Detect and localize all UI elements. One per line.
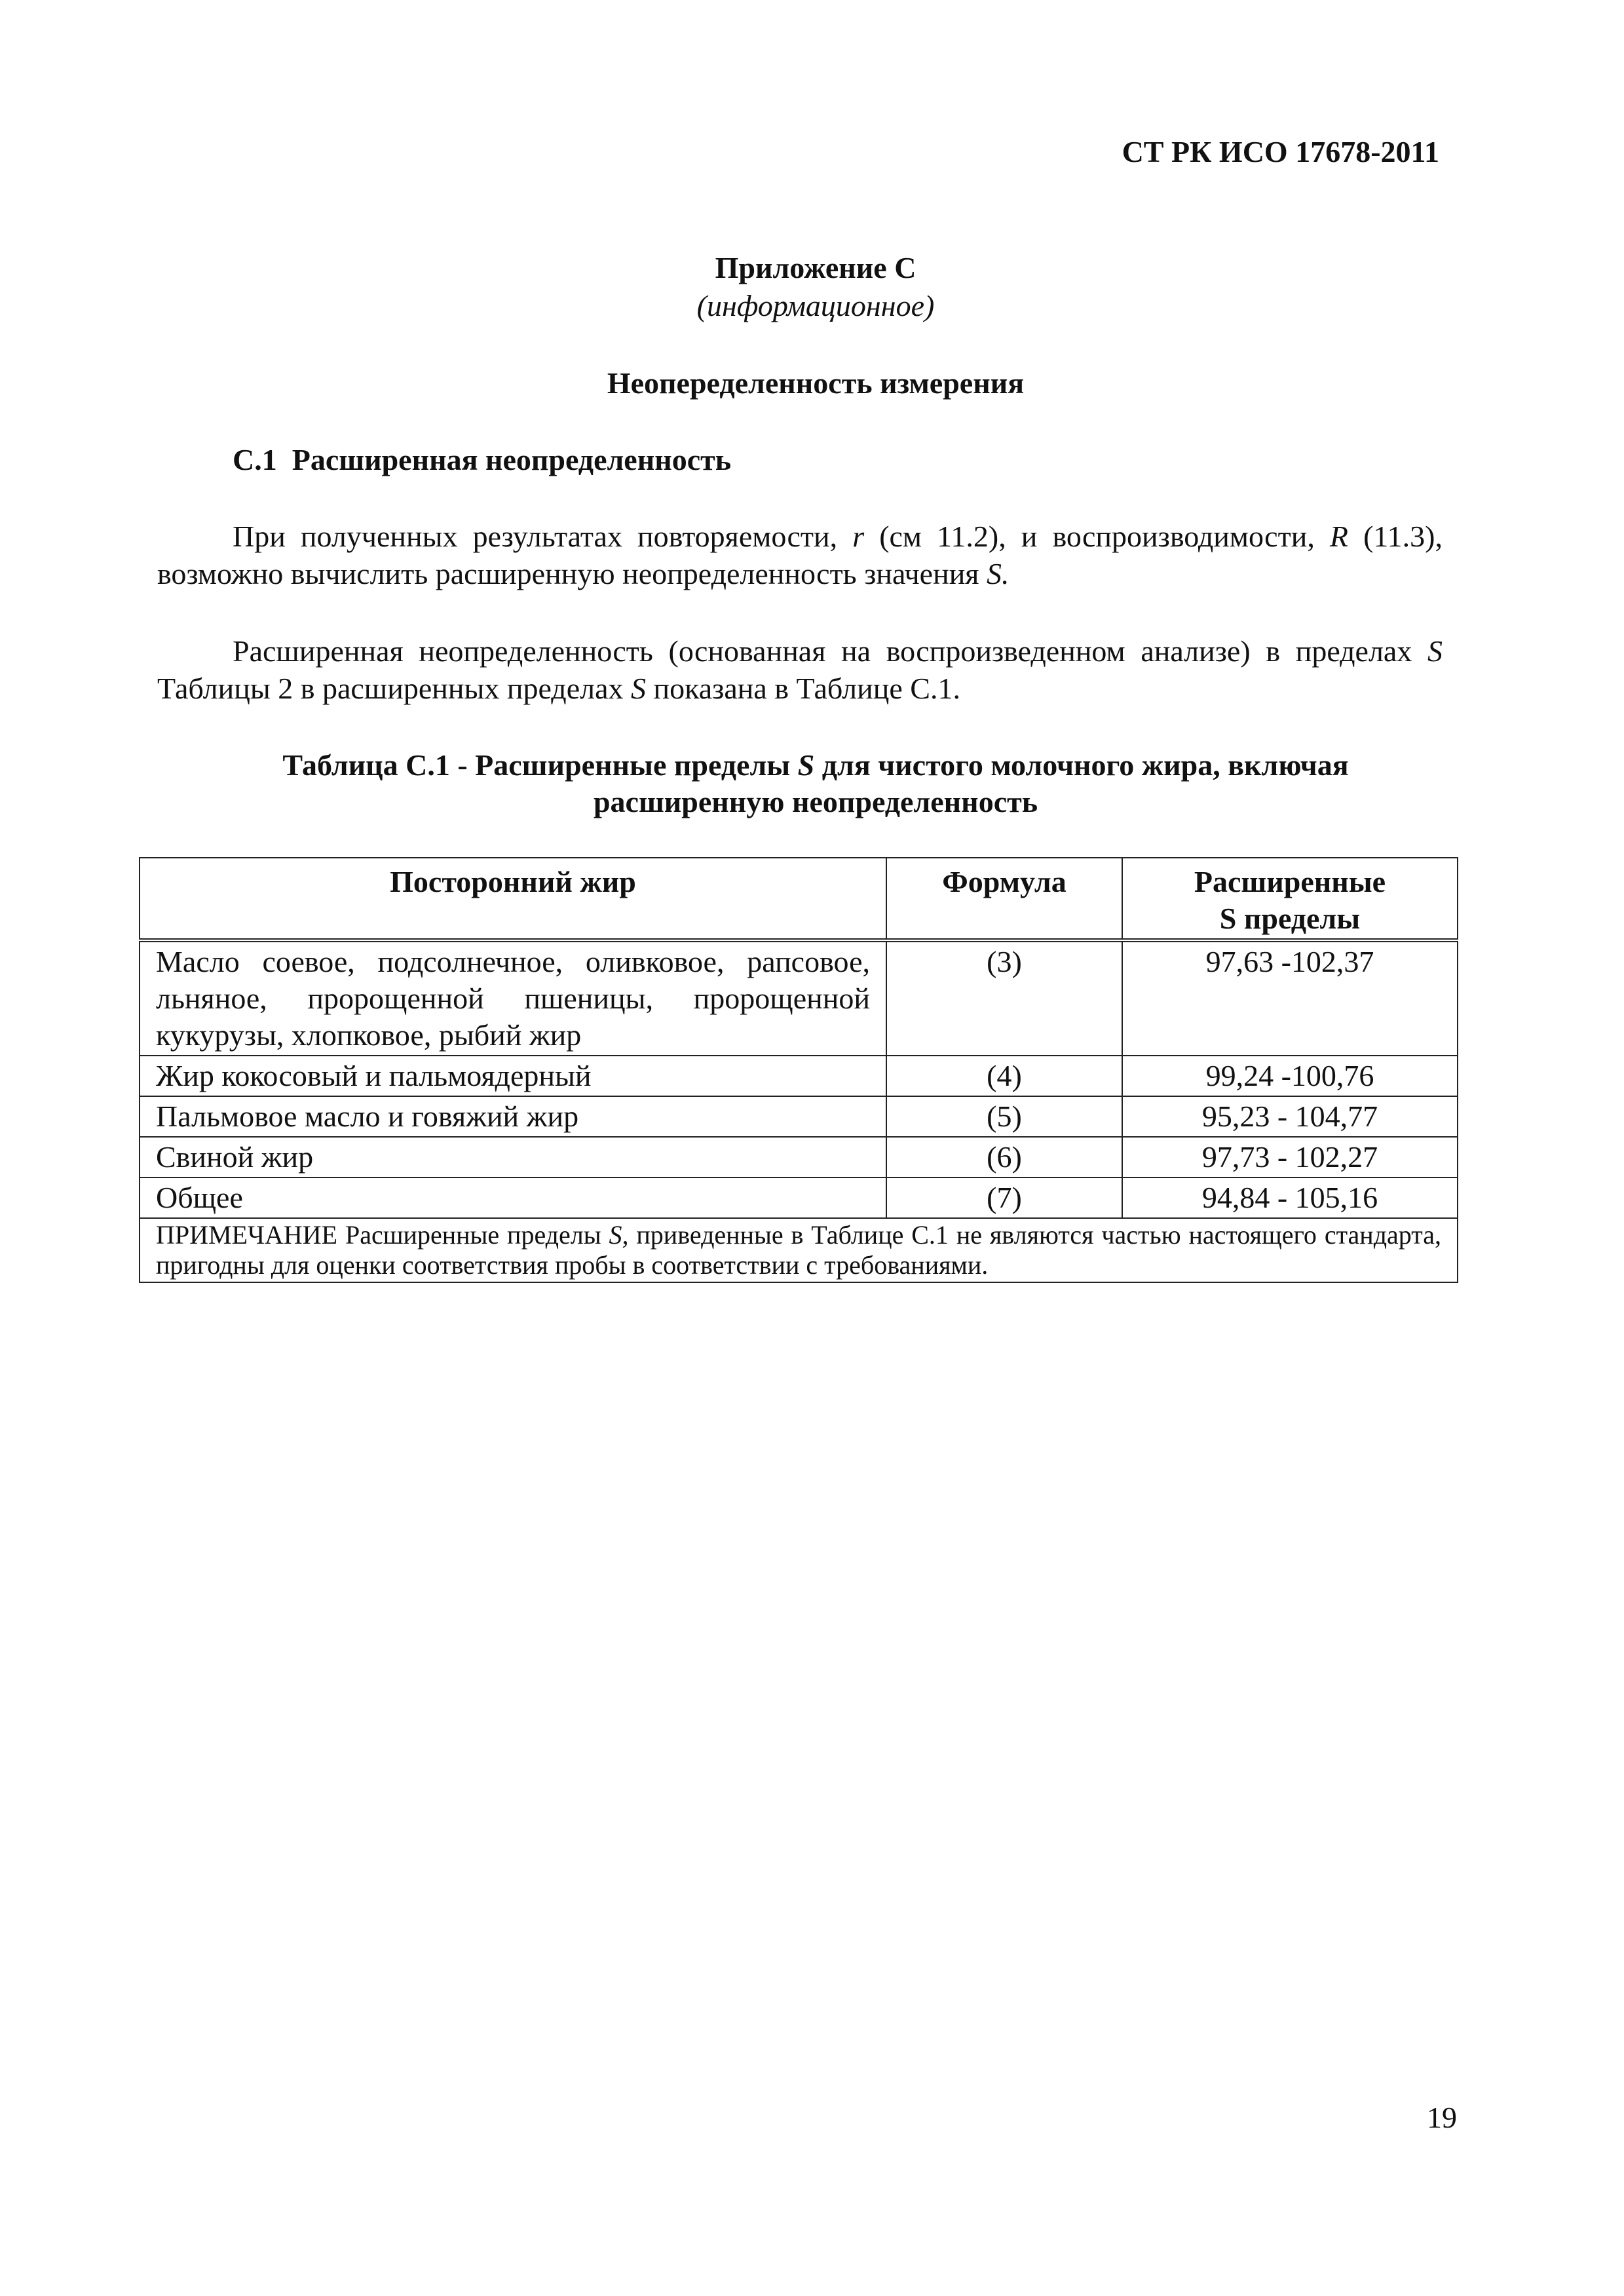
header-formula: Формула <box>886 858 1122 940</box>
table-header-row <box>140 858 1458 940</box>
paragraph-1-part-a: При полученных результатах повторяемости, <box>233 520 853 553</box>
cell-limits: 95,23 - 104,77 <box>1122 1096 1458 1137</box>
cell-fat: Жир кокосовый и пальмоядерный <box>140 1056 886 1096</box>
table-caption-line-2: расширенную неопределенность <box>593 785 1038 818</box>
cell-fat: Масло соевое, подсолнечное, оливковое, рапсовое, льняное, пророщенной пшеницы, пророщенной кукурузы, хлопковое, рыбий жир <box>140 940 886 1056</box>
expanded-limits-table <box>139 857 1458 1283</box>
paragraph-2-part-a: Расширенная неопределенность (основанная на воспроизведенном анализе) в пределах <box>233 634 1427 668</box>
cell-fat: Свиной жир <box>140 1137 886 1177</box>
appendix-subtitle: (информационное) <box>696 289 935 322</box>
paragraph-1 <box>157 518 1443 592</box>
cell-limits: 99,24 -100,76 <box>1122 1056 1458 1096</box>
appendix-heading: Неопеределенность измерения <box>607 366 1025 400</box>
section-title <box>233 442 731 477</box>
symbol-r: r <box>852 520 865 553</box>
section-title-text: Расширенная неопределенность <box>292 443 732 476</box>
table-note <box>140 1218 1458 1282</box>
cell-limits: 97,63 -102,37 <box>1122 940 1458 1056</box>
table-row <box>140 1096 1458 1137</box>
paragraph-2 <box>157 632 1443 707</box>
cell-formula: (3) <box>886 940 1122 1056</box>
table-row <box>140 1177 1458 1218</box>
table-row <box>140 1056 1458 1096</box>
note-part-b: приведенные в Таблице С.1 не являются частью настоящего стандарта, пригодны для оценки соответствия пробы в соответствии с требованиями. <box>156 1220 1441 1280</box>
cell-fat: Общее <box>140 1177 886 1218</box>
symbol-S: S, <box>609 1220 629 1250</box>
paragraph-2-part-c: показана в Таблице С.1. <box>646 672 960 705</box>
cell-formula: (6) <box>886 1137 1122 1177</box>
page-number: 19 <box>1427 2101 1457 2134</box>
header-limits-line-1: Расширенные <box>1194 865 1386 898</box>
table-row <box>140 1137 1458 1177</box>
cell-fat: Пальмовое масло и говяжий жир <box>140 1096 886 1137</box>
cell-limits: 97,73 - 102,27 <box>1122 1137 1458 1177</box>
table-row <box>140 940 1458 1056</box>
section-number: С.1 <box>233 443 277 476</box>
appendix-title: Приложение С <box>715 251 916 284</box>
table-caption-part-2: для чистого молочного жира, включая <box>814 748 1349 782</box>
symbol-S: S <box>1427 634 1443 668</box>
table-note-row <box>140 1218 1458 1282</box>
header-foreign-fat: Посторонний жир <box>140 858 886 940</box>
header-limits-line-2: S пределы <box>1219 902 1361 935</box>
header-expanded-limits <box>1122 858 1458 940</box>
paragraph-1-part-c: (11.3), возможно вычислить расширенную неопределенность значения <box>157 520 1443 590</box>
paragraph-1-part-b: (см 11.2), и воспроизводимости, <box>864 520 1330 553</box>
document-code: СТ РК ИСО 17678-2011 <box>1122 135 1439 168</box>
note-part-a: ПРИМЕЧАНИЕ Расширенные пределы <box>156 1220 609 1250</box>
symbol-R: R <box>1329 520 1348 553</box>
table-caption-part-1: Таблица С.1 - Расширенные пределы <box>282 748 798 782</box>
cell-limits: 94,84 - 105,16 <box>1122 1177 1458 1218</box>
symbol-S: S <box>631 672 646 705</box>
cell-formula: (7) <box>886 1177 1122 1218</box>
symbol-S: S <box>797 748 815 782</box>
cell-formula: (4) <box>886 1056 1122 1096</box>
cell-formula: (5) <box>886 1096 1122 1137</box>
symbol-S: S. <box>986 557 1010 590</box>
table-caption <box>157 747 1474 820</box>
paragraph-2-part-b: Таблицы 2 в расширенных пределах <box>157 672 631 705</box>
